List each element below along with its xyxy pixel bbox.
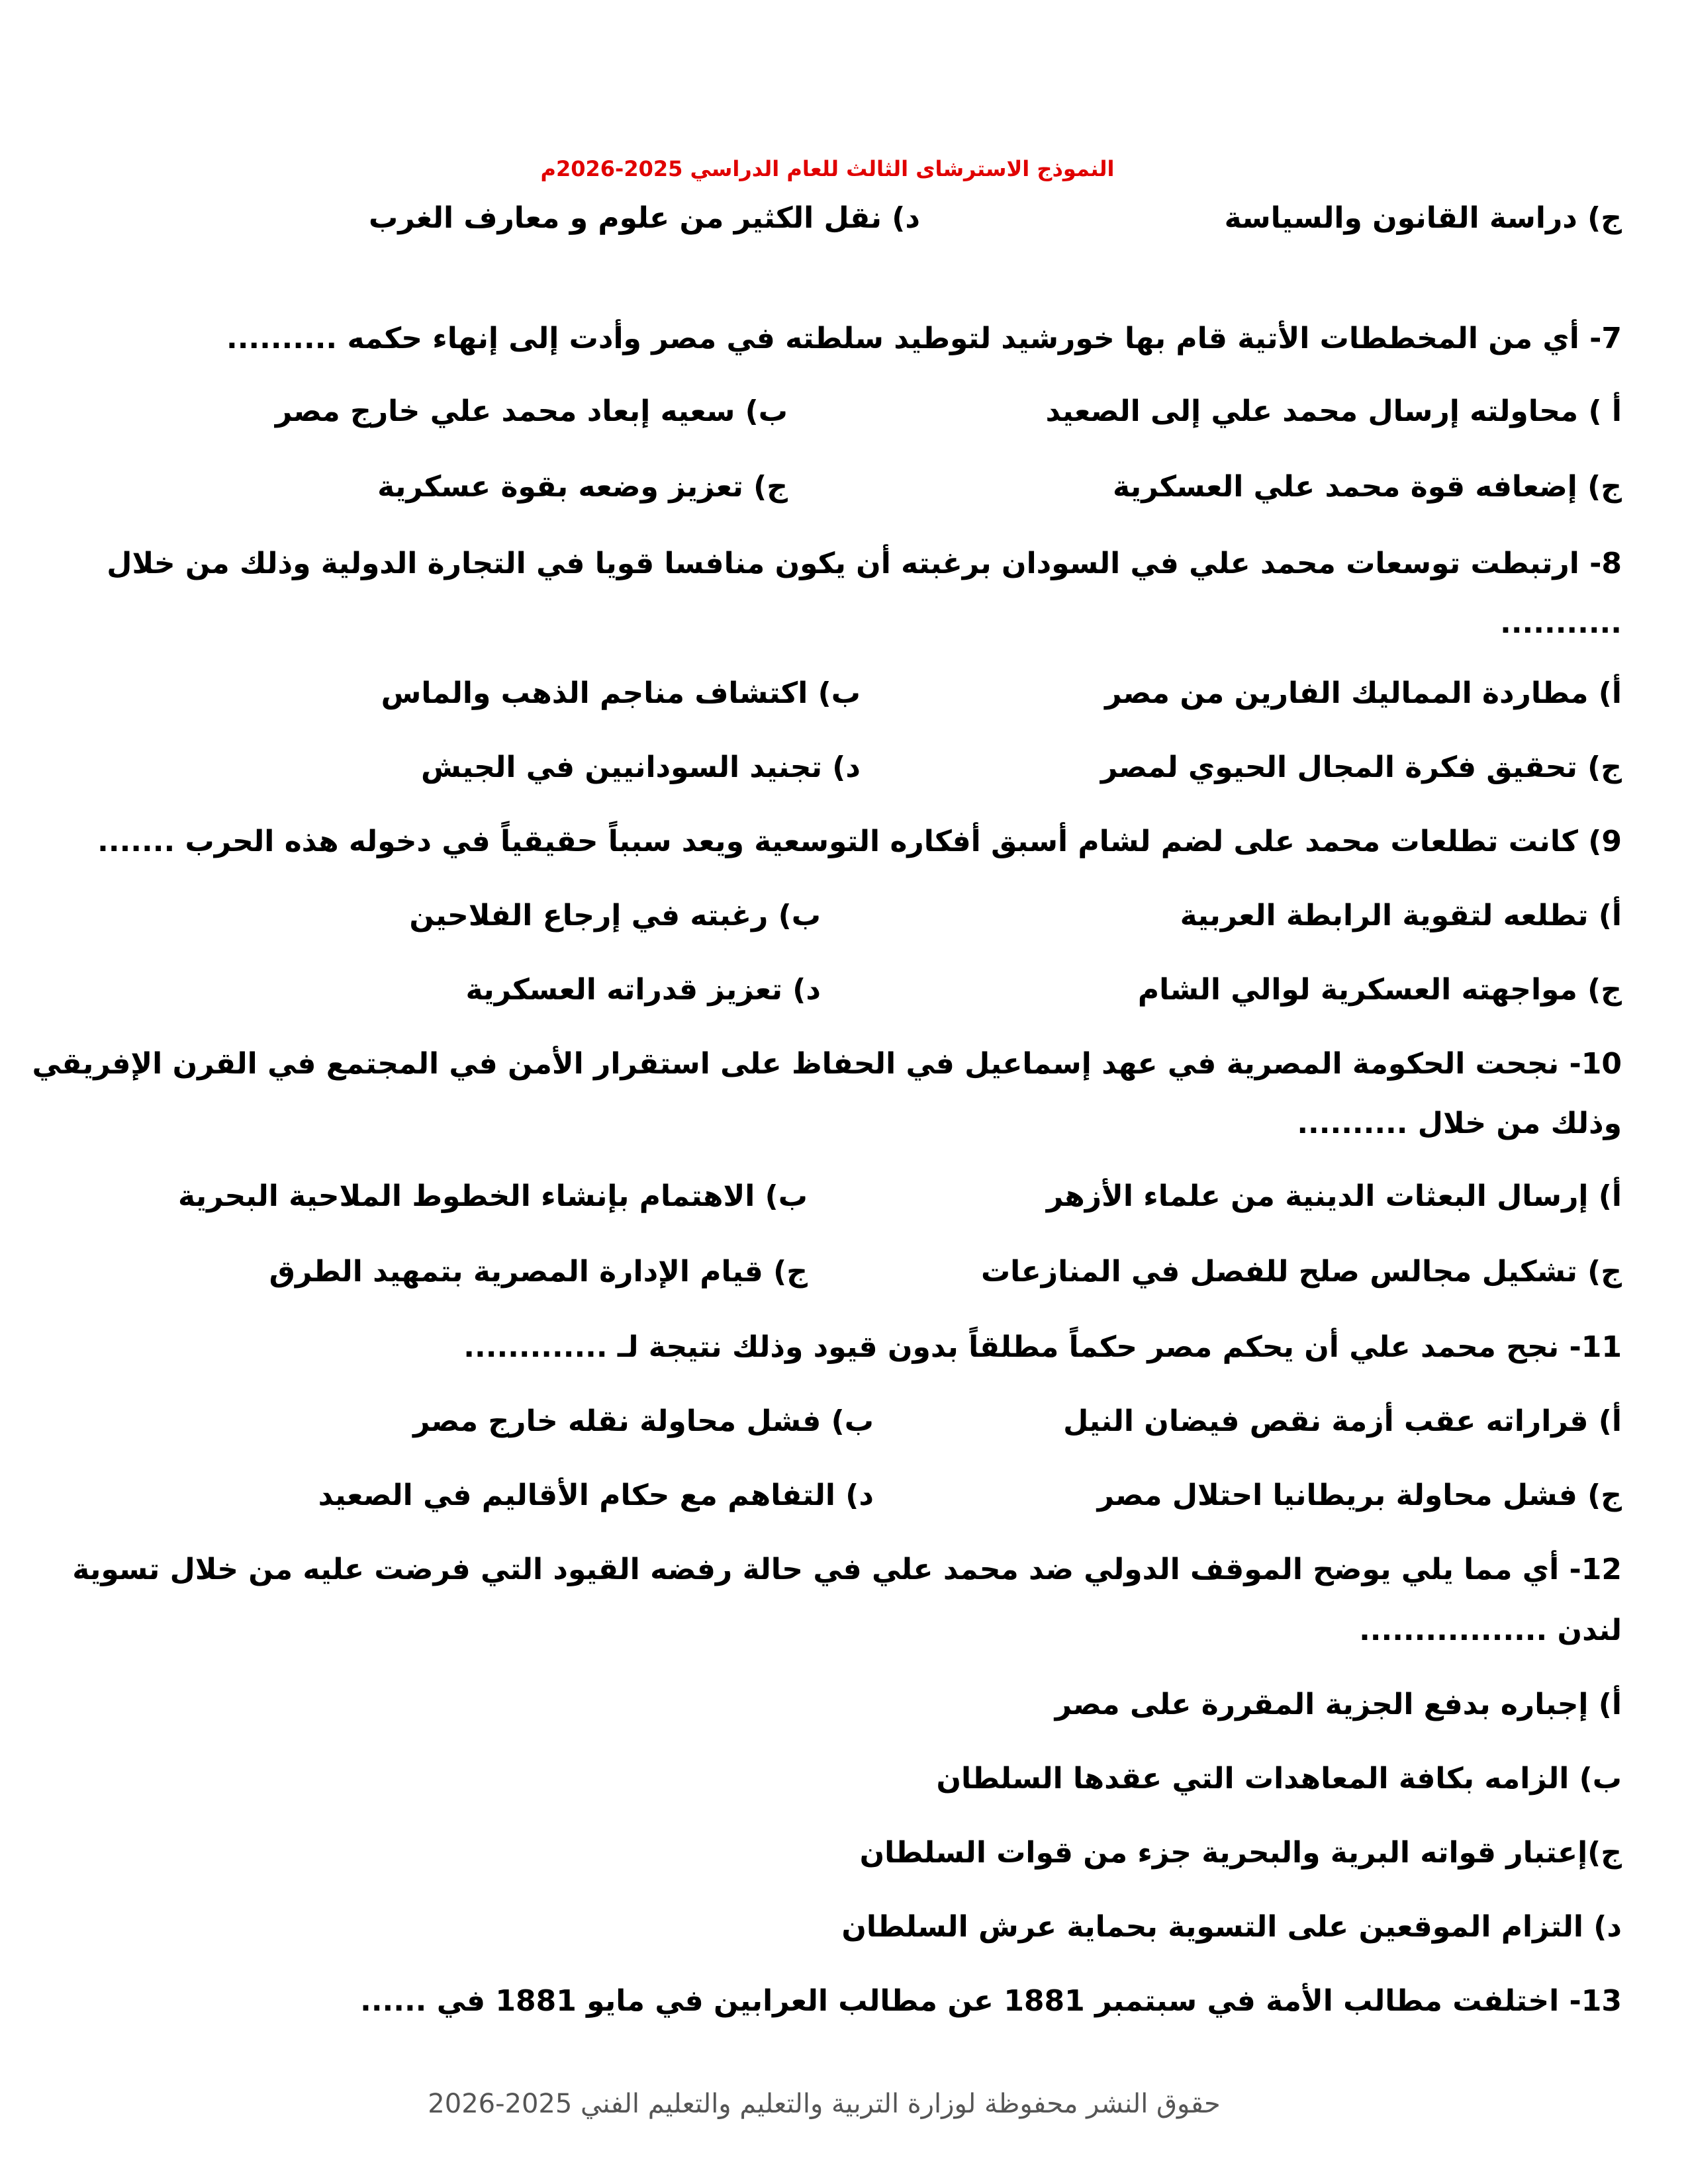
q12-option-d: د) التزام الموقعين على التسوية بحماية عرش السلطان <box>841 1910 1622 1944</box>
q11-option-d: د) التفاهم مع حكام الأقاليم في الصعيد <box>318 1479 874 1512</box>
q7-stem: 7- أي من المخططات الأتية قام بها خورشيد لتوطيد سلطته في مصر وأدت إلى إنهاء حكمه .......... <box>226 322 1622 355</box>
q12-stem: 12- أي مما يلي يوضح الموقف الدولي ضد محمد علي في حالة رفضه القيود التي فرضت عليه من خلال تسوية <box>72 1553 1622 1586</box>
page-header: النموذج الاسترشاى الثالث للعام الدراسي 2025-2026م <box>540 156 1115 181</box>
q6-option-c: ج) دراسة القانون والسياسة <box>1224 201 1622 235</box>
q11-option-b: ب) فشل محاولة نقله خارج مصر <box>413 1404 874 1438</box>
q6-option-d: د) نقل الكثير من علوم و معارف الغرب <box>369 201 920 235</box>
q10-option-d: ج) قيام الإدارة المصرية بتمهيد الطرق <box>269 1255 808 1289</box>
q11-option-a: أ) قراراته عقب أزمة نقص فيضان النيل <box>1063 1404 1622 1438</box>
q11-stem: 11- نجح محمد علي أن يحكم مصر حكماً مطلقاً بدون قيود وذلك نتيجة لـ ............. <box>463 1330 1622 1364</box>
q7-option-b: ب) سعيه إبعاد محمد علي خارج مصر <box>275 394 788 428</box>
q12-option-a: أ) إجباره بدفع الجزية المقررة على مصر <box>1055 1688 1622 1721</box>
q10-stem-line2: وذلك من خلال .......... <box>1297 1107 1622 1140</box>
q13-stem: 13- اختلفت مطالب الأمة في سبتمبر 1881 عن مطالب العرابين في مايو 1881 في ...... <box>360 1984 1622 2018</box>
page-footer: حقوق النشر محفوظة لوزارة التربية والتعليم والتعليم الفني 2025-2026 <box>428 2089 1221 2119</box>
q8-option-b: ب) اكتشاف مناجم الذهب والماس <box>381 676 861 710</box>
q12-option-c: ج)إعتبار قواته البرية والبحرية جزء من قوات السلطان <box>859 1836 1622 1870</box>
q12-option-b: ب) الزامه بكافة المعاهدات التي عقدها السلطان <box>936 1762 1622 1796</box>
q12-stem-line2: لندن ................. <box>1359 1614 1622 1647</box>
q11-option-c: ج) فشل محاولة بريطانيا احتلال مصر <box>1097 1479 1622 1512</box>
q9-stem: 9) كانت تطلعات محمد على لضم لشام أسبق أفكاره التوسعية ويعد سبباً حقيقياً في دخوله هذه الحرب ....... <box>97 825 1622 858</box>
q9-option-c: ج) مواجهته العسكرية لوالي الشام <box>1137 973 1622 1007</box>
q10-option-c: ج) تشكيل مجالس صلح للفصل في المنازعات <box>980 1255 1622 1289</box>
q8-stem-dots: ........... <box>1500 606 1622 640</box>
q10-stem: 10- نجحت الحكومة المصرية في عهد إسماعيل في الحفاظ على استقرار الأمن في المجتمع في القرن الإفريقي <box>32 1047 1622 1081</box>
q7-option-d: ج) تعزيز وضعه بقوة عسكرية <box>377 470 788 504</box>
q7-option-c: ج) إضعافه قوة محمد علي العسكرية <box>1112 470 1622 504</box>
q8-option-a: أ) مطاردة المماليك الفارين من مصر <box>1105 676 1622 710</box>
q7-option-a: أ ) محاولته إرسال محمد علي إلى الصعيد <box>1045 394 1622 428</box>
q9-option-b: ب) رغبته في إرجاع الفلاحين <box>409 899 821 933</box>
q10-option-a: أ) إرسال البعثات الدينية من علماء الأزهر <box>1046 1179 1622 1213</box>
q9-option-d: د) تعزيز قدراته العسكرية <box>465 973 821 1007</box>
q10-option-b: ب) الاهتمام بإنشاء الخطوط الملاحية البحرية <box>177 1179 808 1213</box>
q8-option-d: د) تجنيد السودانيين في الجيش <box>421 751 861 784</box>
q8-option-c: ج) تحقيق فكرة المجال الحيوي لمصر <box>1100 751 1622 784</box>
q9-option-a: أ) تطلعه لتقوية الرابطة العربية <box>1180 899 1622 933</box>
q8-stem: 8- ارتبطت توسعات محمد علي في السودان برغبته أن يكون منافسا قويا في التجارة الدولية وذلك من خلال <box>107 547 1622 580</box>
